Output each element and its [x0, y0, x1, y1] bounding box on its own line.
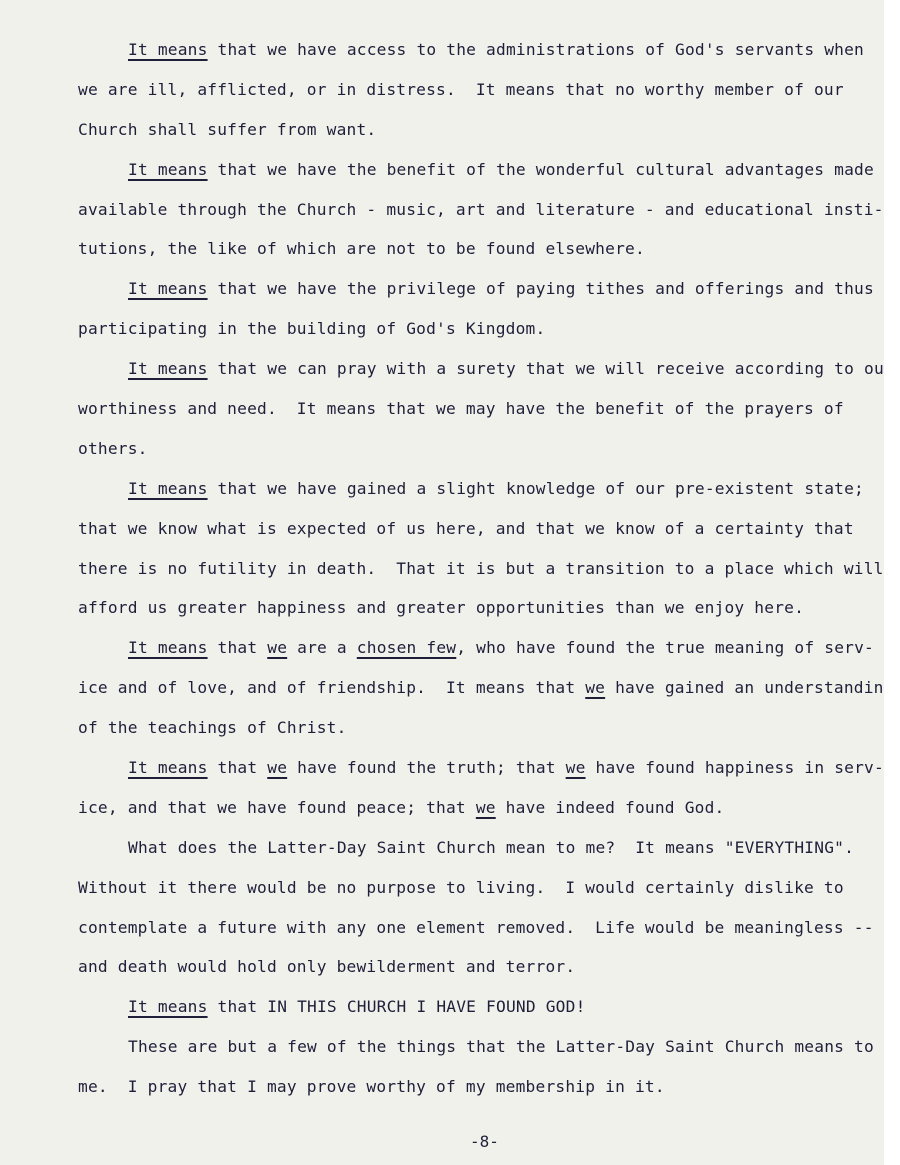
text-run: tutions, the like of which are not to be found elsewhere. [78, 239, 645, 259]
text-run: that we know what is expected of us here, and that we know of a certainty that [78, 518, 854, 538]
text-line [78, 1067, 884, 1107]
paragraph [78, 828, 884, 988]
text-run: have indeed found God. [495, 797, 725, 817]
text-line [78, 987, 884, 1027]
text-run: ice, and that we have found peace; that [78, 797, 476, 817]
text-run: What does the Latter-Day Saint Church mean to me? It means "EVERYTHING". [128, 837, 855, 857]
paragraph [78, 269, 884, 349]
paragraph [78, 150, 884, 270]
underlined-text: we [585, 678, 606, 698]
text-run: that IN THIS CHURCH I HAVE FOUND GOD! [207, 997, 586, 1017]
text-run: participating in the building of God's Kingdom. [78, 319, 546, 339]
text-run: Without it there would be no purpose to living. I would certainly dislike to [78, 877, 844, 897]
text-line [78, 668, 884, 708]
paragraph [78, 748, 884, 828]
text-run: , who have found the true meaning of serv- [456, 638, 874, 658]
underlined-text: It means [128, 758, 208, 778]
text-line [78, 868, 884, 908]
text-line [78, 588, 884, 628]
text-run: that we have the privilege of paying tithes and offerings and thus [207, 279, 874, 299]
text-line [78, 628, 884, 668]
underlined-text: It means [128, 478, 208, 498]
page-number: -8- [470, 1132, 499, 1151]
text-run: have found happiness in serv- [585, 758, 884, 778]
underlined-text: It means [128, 40, 208, 59]
text-run: ice and of love, and of friendship. It means that [78, 678, 586, 698]
text-line [78, 549, 884, 589]
text-run: worthiness and need. It means that we may have the benefit of the prayers of [78, 399, 844, 419]
text-line [78, 269, 884, 309]
text-run: we are ill, afflicted, or in distress. It means that no worthy member of our [78, 79, 844, 99]
text-line [78, 70, 884, 110]
text-run: that [207, 758, 268, 778]
text-line [78, 150, 884, 190]
paragraph [78, 30, 884, 150]
text-line [78, 947, 884, 987]
text-run: have found the truth; that [287, 758, 566, 778]
text-line [78, 190, 884, 230]
text-line [78, 229, 884, 269]
underlined-text: we [267, 758, 288, 778]
text-run: that we have access to the administrations of God's servants when [207, 40, 864, 59]
text-line [78, 509, 884, 549]
text-line [78, 1027, 884, 1067]
text-line [78, 908, 884, 948]
text-line [78, 309, 884, 349]
underlined-text: It means [128, 997, 208, 1017]
text-run: that we can pray with a surety that we will receive according to ou [207, 359, 884, 379]
underlined-text: It means [128, 359, 208, 379]
paragraph [78, 349, 884, 469]
scan-edge [884, 0, 900, 1165]
text-run: These are but a few of the things that the Latter-Day Saint Church means to [128, 1037, 874, 1057]
text-run: there is no futility in death. That it is but a transition to a place which will [78, 558, 884, 578]
document-body [78, 30, 884, 1107]
text-run: and death would hold only bewilderment and terror. [78, 957, 576, 977]
text-run: that we have the benefit of the wonderful cultural advantages made [207, 159, 874, 179]
underlined-text: we [267, 638, 288, 658]
text-run: have gained an understandin [605, 678, 884, 698]
text-run: others. [78, 438, 148, 458]
text-run: that [207, 638, 268, 658]
text-line [78, 30, 884, 70]
text-run: me. I pray that I may prove worthy of my membership in it. [78, 1077, 665, 1097]
text-run: that we have gained a slight knowledge of our pre-existent state; [207, 478, 864, 498]
paragraph [78, 628, 884, 748]
text-line [78, 110, 884, 150]
text-run: Church shall suffer from want. [78, 119, 377, 139]
underlined-text: It means [128, 159, 208, 179]
text-line [78, 828, 884, 868]
text-line [78, 469, 884, 509]
text-line [78, 788, 884, 828]
underlined-text: we [475, 797, 496, 817]
text-line [78, 748, 884, 788]
underlined-text: It means [128, 279, 208, 299]
text-run: afford us greater happiness and greater opportunities than we enjoy here. [78, 598, 805, 618]
paragraph [78, 469, 884, 629]
paragraph [78, 1027, 884, 1107]
underlined-text: chosen few [356, 638, 457, 658]
text-line [78, 429, 884, 469]
paragraph [78, 987, 884, 1027]
text-run: contemplate a future with any one element removed. Life would be meaningless -- [78, 917, 874, 937]
text-line [78, 708, 884, 748]
text-line [78, 349, 884, 389]
text-run: of the teachings of Christ. [78, 718, 347, 738]
text-run: available through the Church - music, art and literature - and educational insti- [78, 199, 884, 219]
underlined-text: we [565, 758, 586, 778]
text-run: are a [287, 638, 357, 658]
underlined-text: It means [128, 638, 208, 658]
text-line [78, 389, 884, 429]
